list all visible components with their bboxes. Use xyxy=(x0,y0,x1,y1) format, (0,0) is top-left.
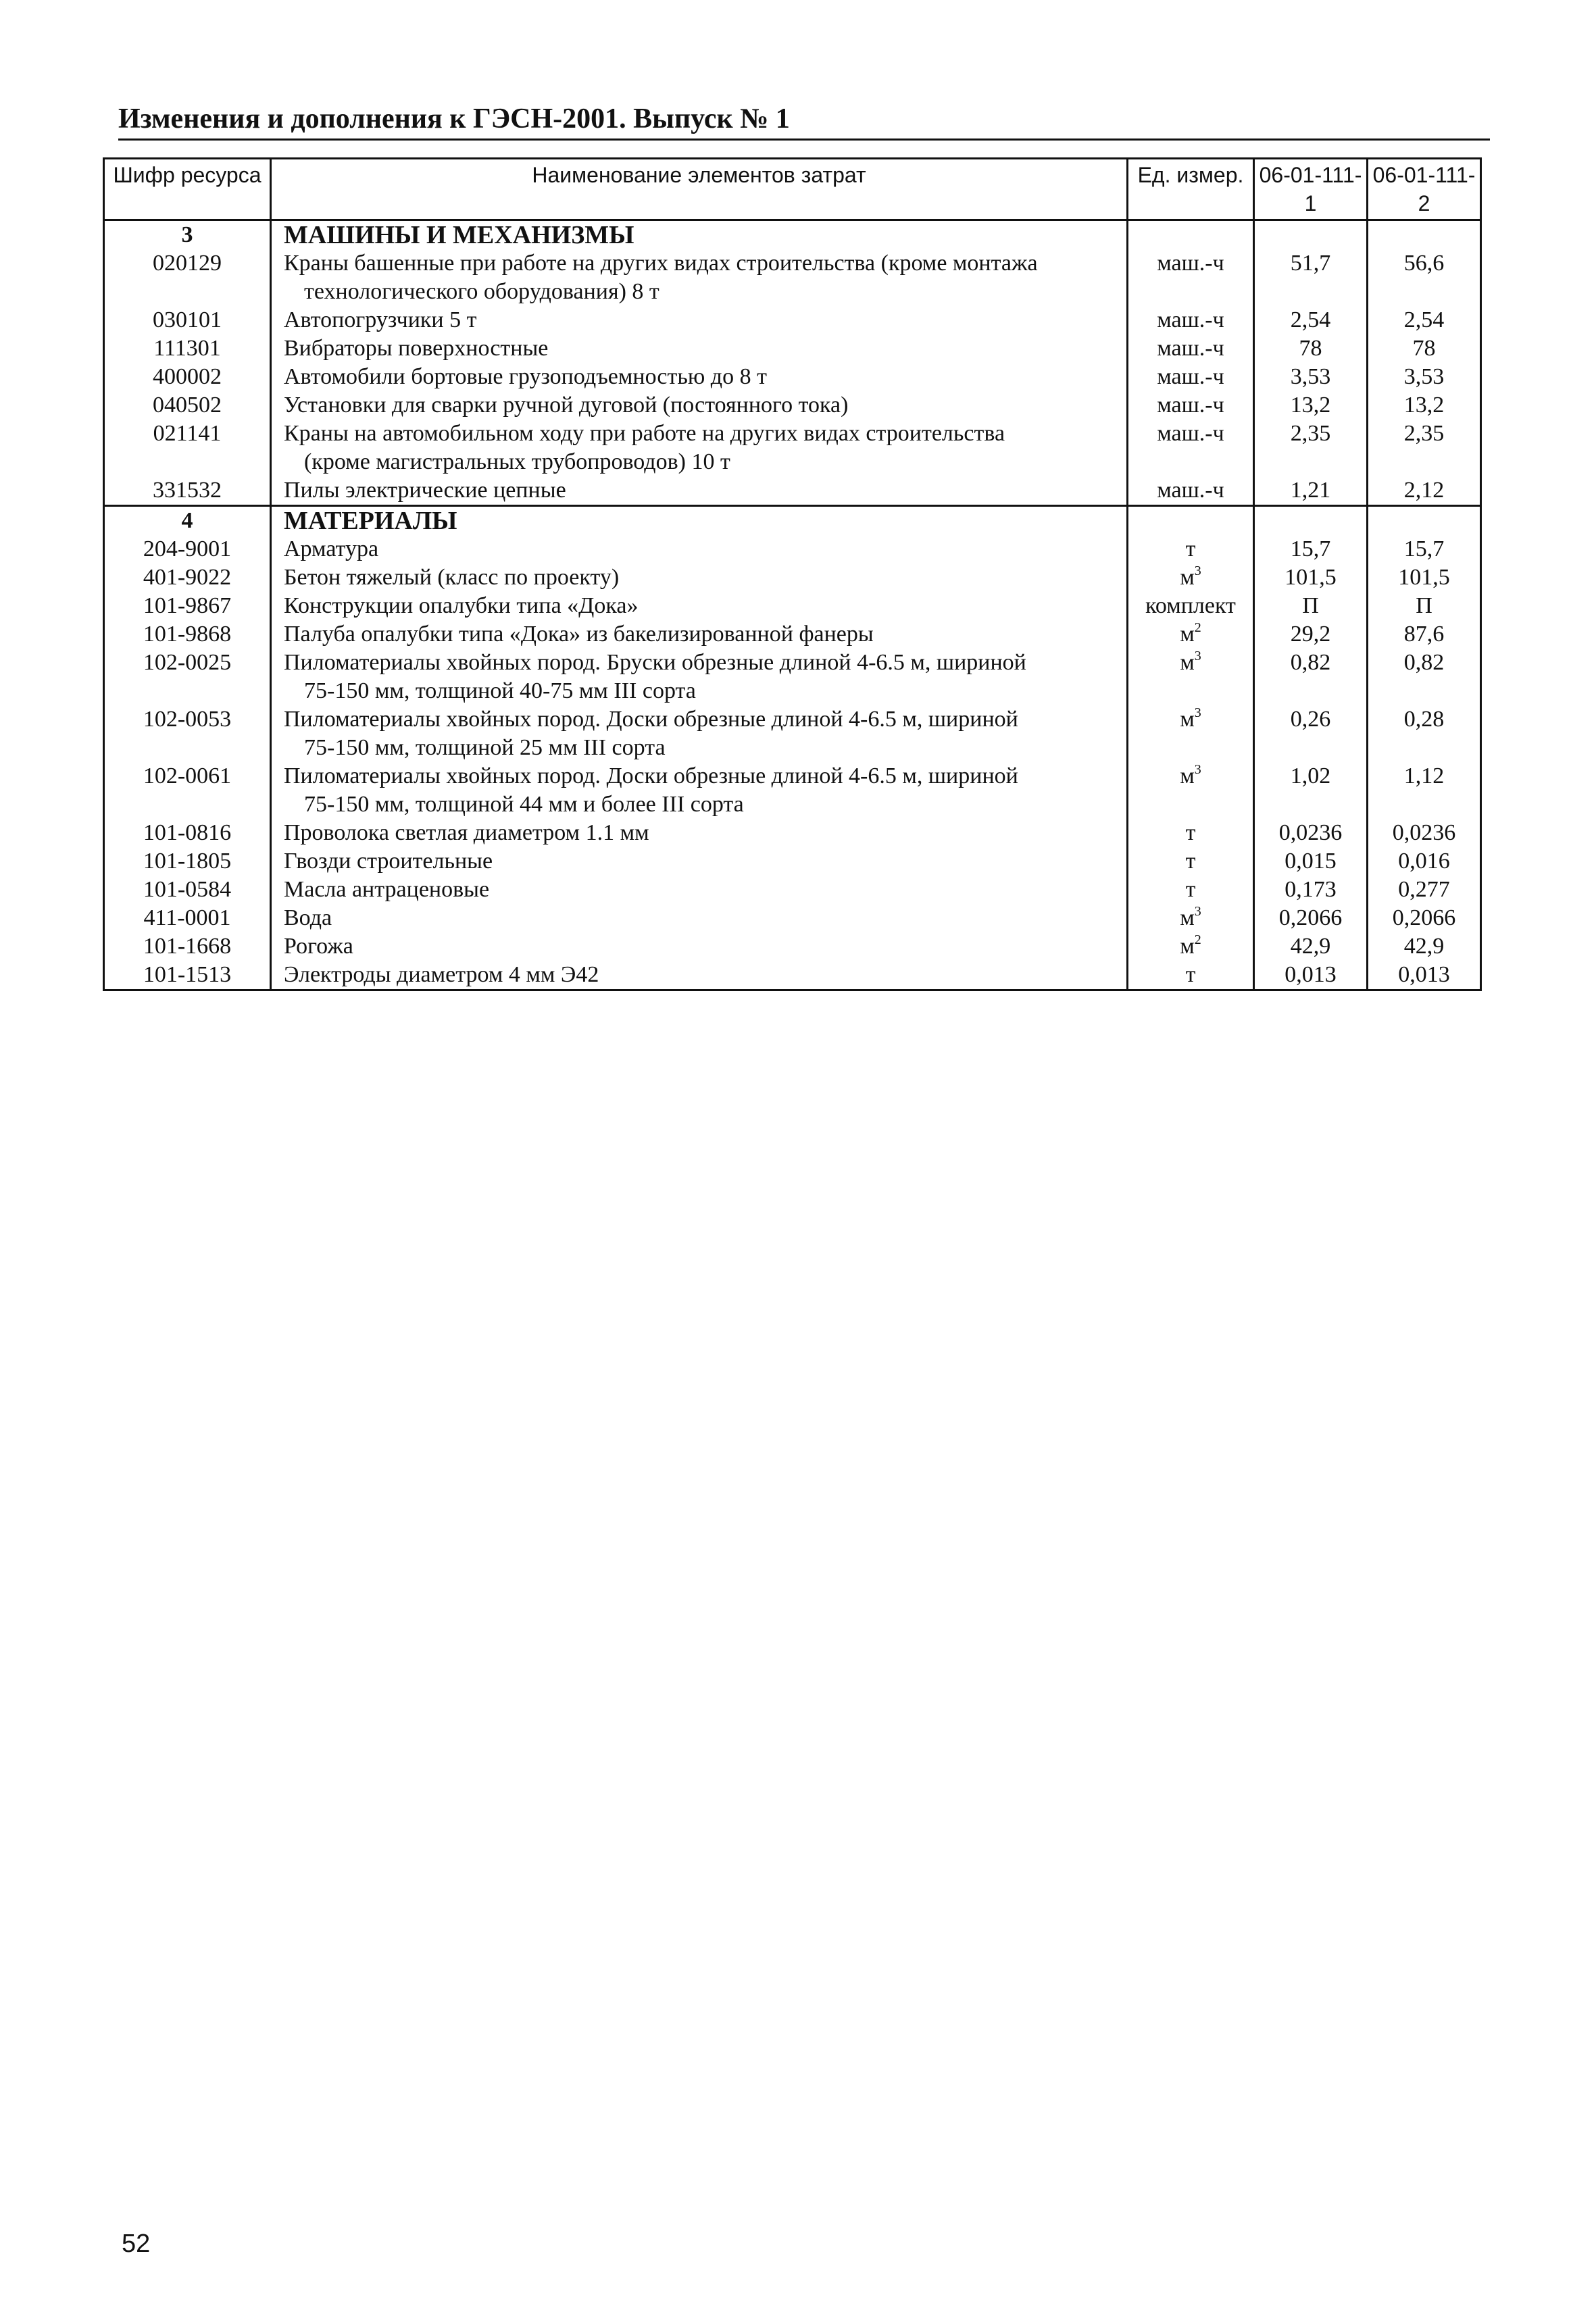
row-value-1: 78 xyxy=(1254,334,1368,363)
row-unit-cell xyxy=(1128,904,1254,932)
row-name-cell xyxy=(271,306,1128,334)
row-name-cell xyxy=(271,391,1128,420)
row-code: 101-9868 xyxy=(104,620,271,649)
header-rule xyxy=(118,139,1490,141)
section-row xyxy=(104,220,1481,250)
row-name-continuation: технологического оборудования) 8 т xyxy=(304,279,659,304)
row-unit-exponent: 3 xyxy=(1194,649,1201,663)
row-name-continuation: 75-150 мм, толщиной 44 мм и более III сорта xyxy=(304,792,744,817)
page-number: 52 xyxy=(122,2230,151,2258)
row-value-1: 0,26 xyxy=(1254,705,1368,762)
row-unit-cell xyxy=(1128,620,1254,649)
row-name-cell xyxy=(271,932,1128,961)
row-value-1: П xyxy=(1254,592,1368,620)
row-value-2: 0,28 xyxy=(1368,705,1481,762)
table-row xyxy=(104,563,1481,592)
row-unit: м xyxy=(1180,707,1195,732)
row-value-2: 0,0236 xyxy=(1368,819,1481,847)
row-name-cell xyxy=(271,563,1128,592)
row-name: Электроды диаметром 4 мм Э42 xyxy=(284,962,599,987)
row-name-cell xyxy=(271,334,1128,363)
table-header-row xyxy=(104,159,1481,220)
row-name-cell xyxy=(271,620,1128,649)
row-unit-cell xyxy=(1128,649,1254,705)
row-value-1: 0,82 xyxy=(1254,649,1368,705)
header-code: Шифр ресурса xyxy=(104,159,271,220)
row-unit: маш.-ч xyxy=(1157,364,1224,389)
table-row xyxy=(104,334,1481,363)
row-code: 101-1805 xyxy=(104,847,271,876)
row-value-2: 0,2066 xyxy=(1368,904,1481,932)
table-row xyxy=(104,476,1481,506)
row-unit-cell xyxy=(1128,306,1254,334)
row-name: Конструкции опалубки типа «Дока» xyxy=(284,593,639,618)
row-code: 102-0053 xyxy=(104,705,271,762)
row-unit: маш.-ч xyxy=(1157,421,1224,446)
row-value-1: 101,5 xyxy=(1254,563,1368,592)
row-unit-cell xyxy=(1128,249,1254,306)
row-value-2: 0,82 xyxy=(1368,649,1481,705)
row-value-1: 42,9 xyxy=(1254,932,1368,961)
table-row xyxy=(104,420,1481,476)
row-name: Пиломатериалы хвойных пород. Доски обрезные длиной 4-6.5 м, шириной xyxy=(284,707,1018,732)
row-value-1: 51,7 xyxy=(1254,249,1368,306)
header-col1: 06-01-111-1 xyxy=(1254,159,1368,220)
table-row xyxy=(104,961,1481,990)
row-unit: м xyxy=(1180,905,1195,930)
row-code: 111301 xyxy=(104,334,271,363)
header-unit: Ед. измер. xyxy=(1128,159,1254,220)
row-name: Пилы электрические цепные xyxy=(284,478,566,503)
row-value-2: 15,7 xyxy=(1368,535,1481,563)
row-unit-cell xyxy=(1128,563,1254,592)
row-value-2: 0,016 xyxy=(1368,847,1481,876)
table-row xyxy=(104,932,1481,961)
row-value-1: 0,013 xyxy=(1254,961,1368,990)
table-row xyxy=(104,649,1481,705)
row-unit: маш.-ч xyxy=(1157,478,1224,503)
row-unit-cell xyxy=(1128,961,1254,990)
row-name: Палуба опалубки типа «Дока» из бакелизированной фанеры xyxy=(284,622,874,647)
table-row xyxy=(104,306,1481,334)
row-unit: комплект xyxy=(1145,593,1236,618)
row-unit-cell xyxy=(1128,391,1254,420)
row-unit-cell xyxy=(1128,705,1254,762)
table-row xyxy=(104,592,1481,620)
row-unit-cell xyxy=(1128,876,1254,904)
row-value-2: 87,6 xyxy=(1368,620,1481,649)
row-name: Вода xyxy=(284,905,332,930)
row-code: 101-0584 xyxy=(104,876,271,904)
section-title: МАТЕРИАЛЫ xyxy=(271,506,1128,536)
row-name-cell xyxy=(271,420,1128,476)
row-value-2: 13,2 xyxy=(1368,391,1481,420)
section-title: МАШИНЫ И МЕХАНИЗМЫ xyxy=(271,220,1128,250)
row-code: 101-0816 xyxy=(104,819,271,847)
row-code: 021141 xyxy=(104,420,271,476)
row-unit-cell xyxy=(1128,819,1254,847)
row-unit: маш.-ч xyxy=(1157,251,1224,276)
row-name: Установки для сварки ручной дуговой (постоянного тока) xyxy=(284,393,849,418)
section-code: 3 xyxy=(104,220,271,250)
row-code: 400002 xyxy=(104,363,271,391)
table-row xyxy=(104,620,1481,649)
row-name: Пиломатериалы хвойных пород. Бруски обрезные длиной 4-6.5 м, шириной xyxy=(284,650,1026,675)
row-unit: м xyxy=(1180,934,1195,959)
row-value-1: 2,35 xyxy=(1254,420,1368,476)
section-code: 4 xyxy=(104,506,271,536)
row-unit: т xyxy=(1185,962,1196,987)
table-row xyxy=(104,391,1481,420)
row-unit: т xyxy=(1185,536,1196,561)
row-name: Рогожа xyxy=(284,934,353,959)
row-name: Автопогрузчики 5 т xyxy=(284,307,477,332)
row-name: Вибраторы поверхностные xyxy=(284,336,549,361)
table-row xyxy=(104,819,1481,847)
row-unit-cell xyxy=(1128,363,1254,391)
row-value-2: 2,12 xyxy=(1368,476,1481,506)
row-value-2: 56,6 xyxy=(1368,249,1481,306)
row-name: Автомобили бортовые грузоподъемностью до 8 т xyxy=(284,364,767,389)
row-value-2: 78 xyxy=(1368,334,1481,363)
row-name: Гвозди строительные xyxy=(284,849,493,874)
row-unit: т xyxy=(1185,877,1196,902)
table-row xyxy=(104,904,1481,932)
row-code: 040502 xyxy=(104,391,271,420)
table-row xyxy=(104,249,1481,306)
row-value-2: 42,9 xyxy=(1368,932,1481,961)
row-unit-cell xyxy=(1128,334,1254,363)
row-name-continuation: (кроме магистральных трубопроводов) 10 т xyxy=(304,449,730,474)
row-unit: маш.-ч xyxy=(1157,393,1224,418)
row-unit-cell xyxy=(1128,847,1254,876)
row-name-cell xyxy=(271,847,1128,876)
row-value-2: 2,54 xyxy=(1368,306,1481,334)
table-row xyxy=(104,363,1481,391)
row-code: 101-1668 xyxy=(104,932,271,961)
row-unit-cell xyxy=(1128,932,1254,961)
row-name-cell xyxy=(271,649,1128,705)
row-name-cell xyxy=(271,762,1128,819)
row-code: 204-9001 xyxy=(104,535,271,563)
row-unit: т xyxy=(1185,820,1196,845)
row-unit: маш.-ч xyxy=(1157,336,1224,361)
table-row xyxy=(104,876,1481,904)
row-name-cell xyxy=(271,904,1128,932)
table-row xyxy=(104,762,1481,819)
row-code: 102-0061 xyxy=(104,762,271,819)
row-name: Проволока светлая диаметром 1.1 мм xyxy=(284,820,649,845)
row-unit-cell xyxy=(1128,476,1254,506)
row-value-1: 2,54 xyxy=(1254,306,1368,334)
row-value-2: 101,5 xyxy=(1368,563,1481,592)
row-value-1: 0,173 xyxy=(1254,876,1368,904)
row-unit-exponent: 3 xyxy=(1194,904,1201,919)
row-unit-exponent: 3 xyxy=(1194,762,1201,777)
section-row xyxy=(104,506,1481,536)
row-code: 101-9867 xyxy=(104,592,271,620)
row-name-cell xyxy=(271,476,1128,506)
row-name-continuation: 75-150 мм, толщиной 25 мм III сорта xyxy=(304,735,666,760)
row-unit-cell xyxy=(1128,420,1254,476)
row-value-2: 0,277 xyxy=(1368,876,1481,904)
table-row xyxy=(104,705,1481,762)
row-unit-cell xyxy=(1128,592,1254,620)
row-unit-cell xyxy=(1128,535,1254,563)
row-value-2: 0,013 xyxy=(1368,961,1481,990)
row-unit-exponent: 3 xyxy=(1194,563,1201,578)
row-name: Краны на автомобильном ходу при работе на других видах строительства xyxy=(284,421,1005,446)
row-value-2: 2,35 xyxy=(1368,420,1481,476)
row-unit-cell xyxy=(1128,762,1254,819)
row-name-cell xyxy=(271,249,1128,306)
row-unit: маш.-ч xyxy=(1157,307,1224,332)
row-name: Бетон тяжелый (класс по проекту) xyxy=(284,565,620,590)
header-name: Наименование элементов затрат xyxy=(271,159,1128,220)
row-value-1: 13,2 xyxy=(1254,391,1368,420)
row-name-cell xyxy=(271,592,1128,620)
row-code: 331532 xyxy=(104,476,271,506)
row-code: 411-0001 xyxy=(104,904,271,932)
row-unit: м xyxy=(1180,763,1195,788)
row-name-cell xyxy=(271,961,1128,990)
table-row xyxy=(104,847,1481,876)
row-unit-exponent: 2 xyxy=(1194,932,1201,947)
row-code: 102-0025 xyxy=(104,649,271,705)
resource-table xyxy=(103,157,1482,991)
row-code: 030101 xyxy=(104,306,271,334)
row-value-2: П xyxy=(1368,592,1481,620)
row-unit-exponent: 3 xyxy=(1194,705,1201,720)
row-name-cell xyxy=(271,705,1128,762)
row-value-1: 15,7 xyxy=(1254,535,1368,563)
row-unit: т xyxy=(1185,849,1196,874)
row-value-1: 1,21 xyxy=(1254,476,1368,506)
row-code: 020129 xyxy=(104,249,271,306)
row-value-2: 1,12 xyxy=(1368,762,1481,819)
row-name-cell xyxy=(271,819,1128,847)
row-value-1: 0,015 xyxy=(1254,847,1368,876)
row-value-1: 1,02 xyxy=(1254,762,1368,819)
row-value-1: 29,2 xyxy=(1254,620,1368,649)
row-unit-exponent: 2 xyxy=(1194,620,1201,635)
row-name: Краны башенные при работе на других видах строительства (кроме монтажа xyxy=(284,251,1038,276)
row-value-2: 3,53 xyxy=(1368,363,1481,391)
header-col2: 06-01-111-2 xyxy=(1368,159,1481,220)
table-row xyxy=(104,535,1481,563)
row-name: Пиломатериалы хвойных пород. Доски обрезные длиной 4-6.5 м, шириной xyxy=(284,763,1018,788)
row-unit: м xyxy=(1180,565,1195,590)
row-name-cell xyxy=(271,876,1128,904)
row-name: Арматура xyxy=(284,536,379,561)
row-unit: м xyxy=(1180,650,1195,675)
row-name-cell xyxy=(271,535,1128,563)
row-unit: м xyxy=(1180,622,1195,647)
page-header-title: Изменения и дополнения к ГЭСН-2001. Выпуск № 1 xyxy=(118,103,790,134)
row-value-1: 0,0236 xyxy=(1254,819,1368,847)
row-code: 101-1513 xyxy=(104,961,271,990)
row-value-1: 3,53 xyxy=(1254,363,1368,391)
table-body xyxy=(104,220,1481,990)
row-code: 401-9022 xyxy=(104,563,271,592)
row-name-continuation: 75-150 мм, толщиной 40-75 мм III сорта xyxy=(304,678,696,703)
row-name: Масла антраценовые xyxy=(284,877,490,902)
row-name-cell xyxy=(271,363,1128,391)
row-value-1: 0,2066 xyxy=(1254,904,1368,932)
